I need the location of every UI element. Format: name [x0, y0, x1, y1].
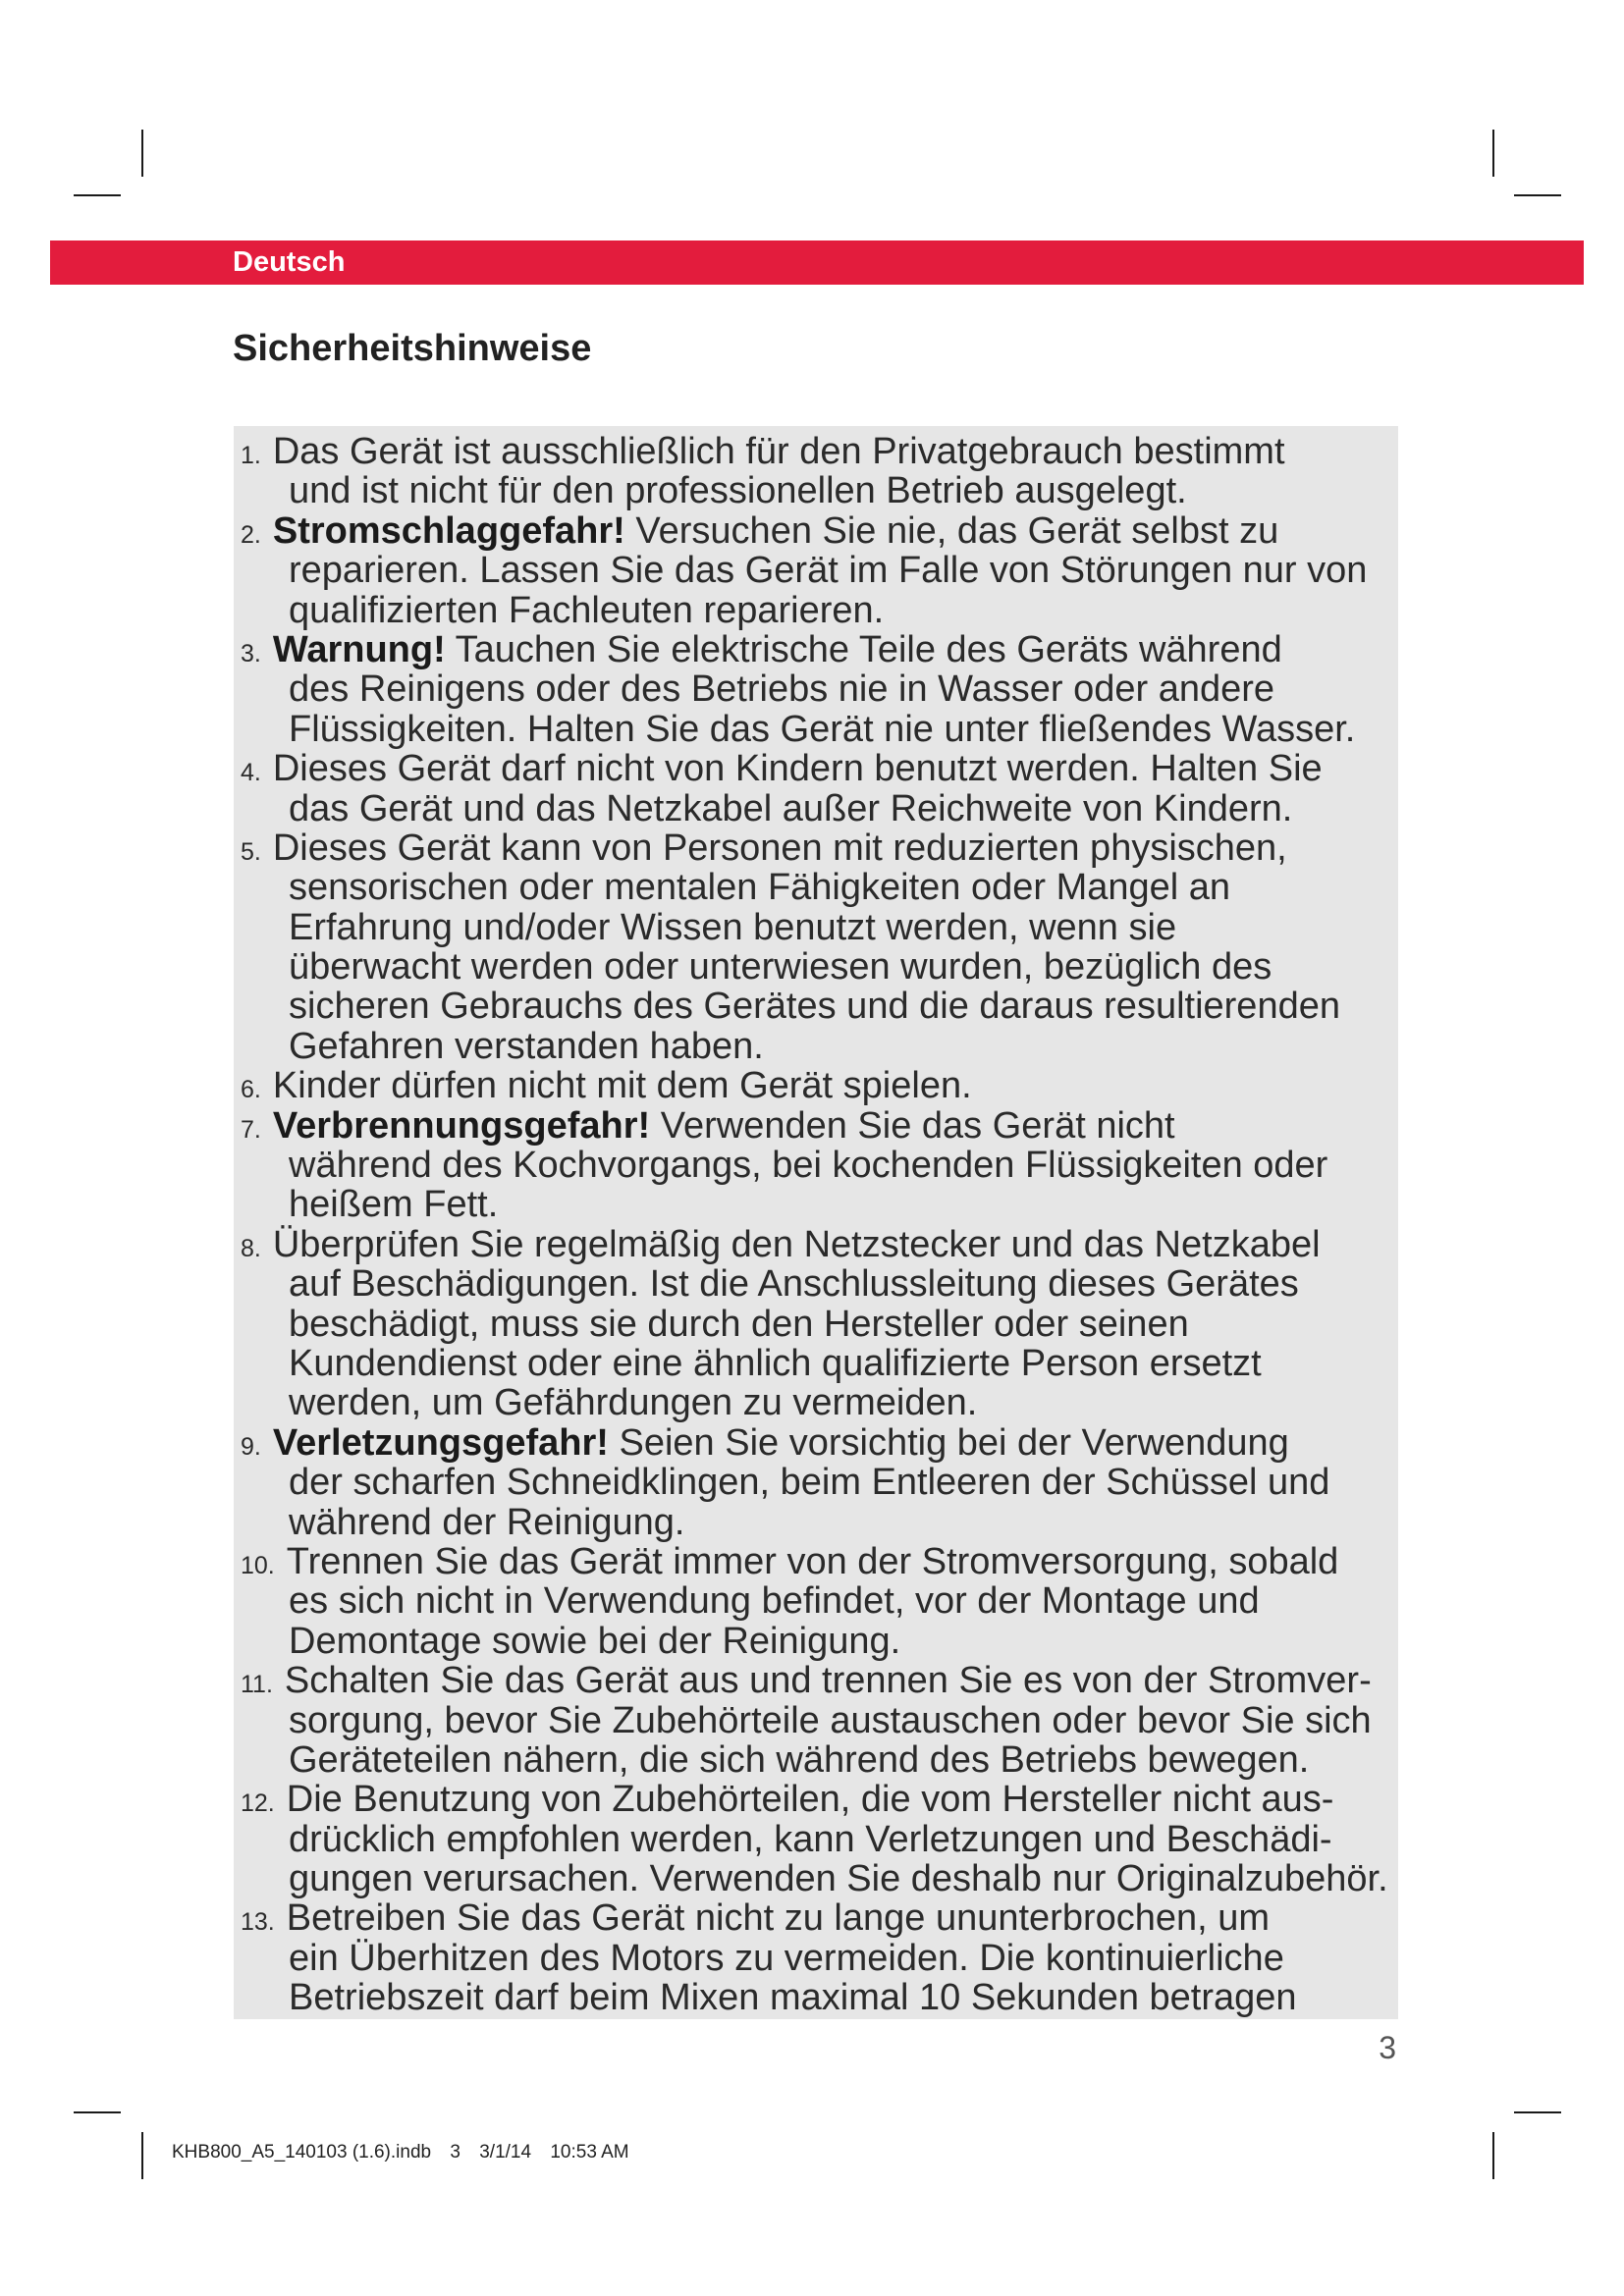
- safety-item: [0, 1423, 1624, 1542]
- safety-item-line: [0, 1027, 1624, 1066]
- safety-item-number: 4.: [241, 759, 261, 787]
- safety-item-line: [0, 1978, 1624, 2017]
- safety-item-text: und ist nicht für den professionellen Betrieb ausgelegt.: [289, 470, 1187, 512]
- safety-item-line: [0, 1701, 1624, 1740]
- safety-item: [0, 1542, 1624, 1661]
- safety-item-text: sensorischen oder mentalen Fähigkeiten oder Mangel an: [289, 867, 1231, 909]
- safety-item-line: [0, 1661, 1624, 1700]
- safety-item-text: Kinder dürfen nicht mit dem Gerät spielen.: [272, 1065, 972, 1107]
- safety-item-line: [0, 432, 1624, 471]
- safety-item: [0, 432, 1624, 511]
- language-header-bar: [50, 240, 1584, 285]
- crop-mark-bottom-left-vertical: [141, 2132, 143, 2179]
- safety-item-text: heißem Fett.: [289, 1184, 499, 1226]
- safety-item-line: [0, 669, 1624, 709]
- safety-item-line: [0, 551, 1624, 590]
- safety-item-number: 6.: [241, 1076, 261, 1104]
- safety-item-line: [0, 630, 1624, 669]
- safety-item-line: [0, 1859, 1624, 1898]
- safety-item-line: [0, 908, 1624, 947]
- crop-mark-top-left-horizontal: [74, 194, 121, 196]
- safety-item-text: das Gerät und das Netzkabel außer Reichweite von Kindern.: [289, 787, 1293, 829]
- safety-item-line: [0, 1264, 1624, 1304]
- safety-item-line: [0, 1503, 1624, 1542]
- safety-item-text: Verwenden Sie das Gerät nicht: [660, 1104, 1175, 1147]
- safety-item-text: Demontage sowie bei der Reinigung.: [289, 1620, 901, 1662]
- safety-item-warning-lead: Warnung!: [272, 628, 446, 670]
- safety-item-line: [0, 947, 1624, 987]
- safety-item-text: beschädigt, muss sie durch den Hersteller oder seinen: [289, 1303, 1189, 1345]
- safety-item-number: 12.: [241, 1789, 275, 1818]
- safety-item-text: es sich nicht in Verwendung befindet, vor der Montage und: [289, 1580, 1260, 1623]
- safety-item-text: Dieses Gerät kann von Personen mit reduzierten physischen,: [272, 827, 1287, 869]
- safety-item-line: [0, 1898, 1624, 1938]
- safety-item-warning-lead: Verbrennungsgefahr!: [272, 1104, 651, 1147]
- safety-item-text: Die Benutzung von Zubehörteilen, die vom Hersteller nicht aus-: [286, 1779, 1334, 1821]
- safety-item-line: [0, 1383, 1624, 1422]
- safety-item-number: 3.: [241, 639, 261, 667]
- print-slug-date: 3/1/14: [479, 2142, 532, 2163]
- safety-item: [0, 828, 1624, 1066]
- safety-item-line: [0, 1542, 1624, 1581]
- safety-item-warning-lead: Verletzungsgefahr!: [272, 1421, 609, 1464]
- safety-item-text: der scharfen Schneidklingen, beim Entleeren der Schüssel und: [289, 1462, 1330, 1504]
- safety-item-line: [0, 591, 1624, 630]
- safety-item: [0, 749, 1624, 828]
- language-label: Deutsch: [233, 246, 346, 278]
- safety-item-text: ein Überhitzen des Motors zu vermeiden. Die kontinuierliche: [289, 1937, 1284, 1979]
- safety-item-text: gungen verursachen. Verwenden Sie deshalb nur Originalzubehör.: [289, 1858, 1388, 1900]
- safety-item-line: [0, 828, 1624, 868]
- crop-mark-top-right-vertical: [1492, 130, 1494, 177]
- safety-item-line: [0, 1780, 1624, 1819]
- safety-item-line: [0, 1185, 1624, 1224]
- safety-item-text: Betreiben Sie das Gerät nicht zu lange ununterbrochen, um: [286, 1897, 1271, 1940]
- safety-item-text: Gefahren verstanden haben.: [289, 1025, 764, 1067]
- safety-item: [0, 1066, 1624, 1105]
- safety-item-line: [0, 710, 1624, 749]
- safety-item-text: überwacht werden oder unterwiesen wurden, bezüglich des: [289, 946, 1272, 988]
- print-slug: [172, 2141, 643, 2164]
- safety-item-number: 9.: [241, 1432, 261, 1461]
- safety-item-line: [0, 868, 1624, 907]
- safety-item-text: sicheren Gebrauchs des Gerätes und die daraus resultierenden: [289, 986, 1340, 1028]
- crop-mark-top-right-horizontal: [1514, 194, 1561, 196]
- safety-item: [0, 1898, 1624, 2017]
- safety-item-text: Dieses Gerät darf nicht von Kindern benutzt werden. Halten Sie: [272, 748, 1323, 790]
- safety-item-line: [0, 1106, 1624, 1146]
- safety-item-line: [0, 1581, 1624, 1621]
- safety-item-line: [0, 987, 1624, 1026]
- safety-item-text: auf Beschädigungen. Ist die Anschlussleitung dieses Gerätes: [289, 1263, 1299, 1306]
- safety-item-number: 7.: [241, 1115, 261, 1144]
- safety-item: [0, 1106, 1624, 1225]
- safety-item-text: Das Gerät ist ausschließlich für den Privatgebrauch bestimmt: [272, 431, 1285, 472]
- safety-item-number: 11.: [241, 1671, 273, 1699]
- safety-item-text: Versuchen Sie nie, das Gerät selbst zu: [635, 509, 1279, 552]
- safety-item-number: 10.: [241, 1551, 275, 1579]
- safety-item-line: [0, 1305, 1624, 1344]
- safety-item-text: Flüssigkeiten. Halten Sie das Gerät nie unter fließendes Wasser.: [289, 708, 1356, 750]
- safety-item: [0, 1780, 1624, 1898]
- crop-mark-bottom-right-horizontal: [1514, 2111, 1561, 2113]
- safety-item-text: des Reinigens oder des Betriebs nie in Wasser oder andere: [289, 668, 1275, 711]
- safety-item-number: 5.: [241, 837, 261, 866]
- safety-item-text: werden, um Gefährdungen zu vermeiden.: [289, 1382, 978, 1424]
- safety-item-number: 8.: [241, 1234, 261, 1262]
- print-slug-page: 3: [450, 2142, 460, 2163]
- safety-item-text: reparieren. Lassen Sie das Gerät im Falle von Störungen nur von: [289, 550, 1368, 592]
- safety-item: [0, 1661, 1624, 1780]
- page-title: Sicherheitshinweise: [233, 328, 592, 369]
- safety-item-text: Geräteteilen nähern, die sich während des Betriebs bewegen.: [289, 1738, 1310, 1781]
- safety-item-line: [0, 1423, 1624, 1463]
- safety-item-text: Überprüfen Sie regelmäßig den Netzstecker und das Netzkabel: [272, 1223, 1321, 1265]
- safety-item-line: [0, 471, 1624, 510]
- safety-item: [0, 511, 1624, 630]
- safety-item-line: [0, 1225, 1624, 1264]
- safety-item-text: qualifizierten Fachleuten reparieren.: [289, 589, 885, 631]
- safety-item-line: [0, 1463, 1624, 1502]
- safety-item-text: drücklich empfohlen werden, kann Verletzungen und Beschädi-: [289, 1818, 1332, 1860]
- safety-item-text: Betriebszeit darf beim Mixen maximal 10 Sekunden betragen: [289, 1977, 1297, 2019]
- safety-item-number: 13.: [241, 1908, 275, 1937]
- safety-item-text: während des Kochvorgangs, bei kochenden Flüssigkeiten oder: [289, 1145, 1328, 1187]
- safety-item-text: Erfahrung und/oder Wissen benutzt werden, wenn sie: [289, 906, 1177, 948]
- print-slug-file: KHB800_A5_140103 (1.6).indb: [172, 2142, 432, 2163]
- safety-item: [0, 1225, 1624, 1423]
- safety-item-number: 2.: [241, 520, 261, 549]
- safety-item-line: [0, 1740, 1624, 1780]
- safety-item-text: Seien Sie vorsichtig bei der Verwendung: [619, 1421, 1289, 1464]
- safety-item-line: [0, 1820, 1624, 1859]
- safety-item-line: [0, 511, 1624, 551]
- crop-mark-top-left-vertical: [141, 130, 143, 177]
- safety-item: [0, 630, 1624, 749]
- safety-item-text: sorgung, bevor Sie Zubehörteile austauschen oder bevor Sie sich: [289, 1699, 1372, 1741]
- safety-item-line: [0, 1066, 1624, 1105]
- safety-item-warning-lead: Stromschlaggefahr!: [272, 509, 625, 552]
- safety-item-line: [0, 1622, 1624, 1661]
- safety-item-number: 1.: [241, 442, 261, 469]
- safety-item-line: [0, 1146, 1624, 1185]
- safety-item-text: Kundendienst oder eine ähnlich qualifizierte Person ersetzt: [289, 1342, 1262, 1384]
- safety-item-text: Schalten Sie das Gerät aus und trennen Sie es von der Stromver-: [284, 1660, 1372, 1702]
- page-number: 3: [1379, 2030, 1396, 2065]
- safety-item-line: [0, 1344, 1624, 1383]
- safety-item-line: [0, 749, 1624, 788]
- safety-item-line: [0, 1939, 1624, 1978]
- safety-instructions-list: [0, 432, 1624, 2018]
- print-slug-time: 10:53 AM: [550, 2142, 629, 2163]
- safety-item-text: Tauchen Sie elektrische Teile des Geräts während: [455, 628, 1282, 670]
- safety-item-text: Trennen Sie das Gerät immer von der Stromversorgung, sobald: [286, 1540, 1339, 1582]
- safety-item-text: während der Reinigung.: [289, 1501, 685, 1543]
- safety-item-line: [0, 789, 1624, 828]
- crop-mark-bottom-left-horizontal: [74, 2111, 121, 2113]
- crop-mark-bottom-right-vertical: [1492, 2132, 1494, 2179]
